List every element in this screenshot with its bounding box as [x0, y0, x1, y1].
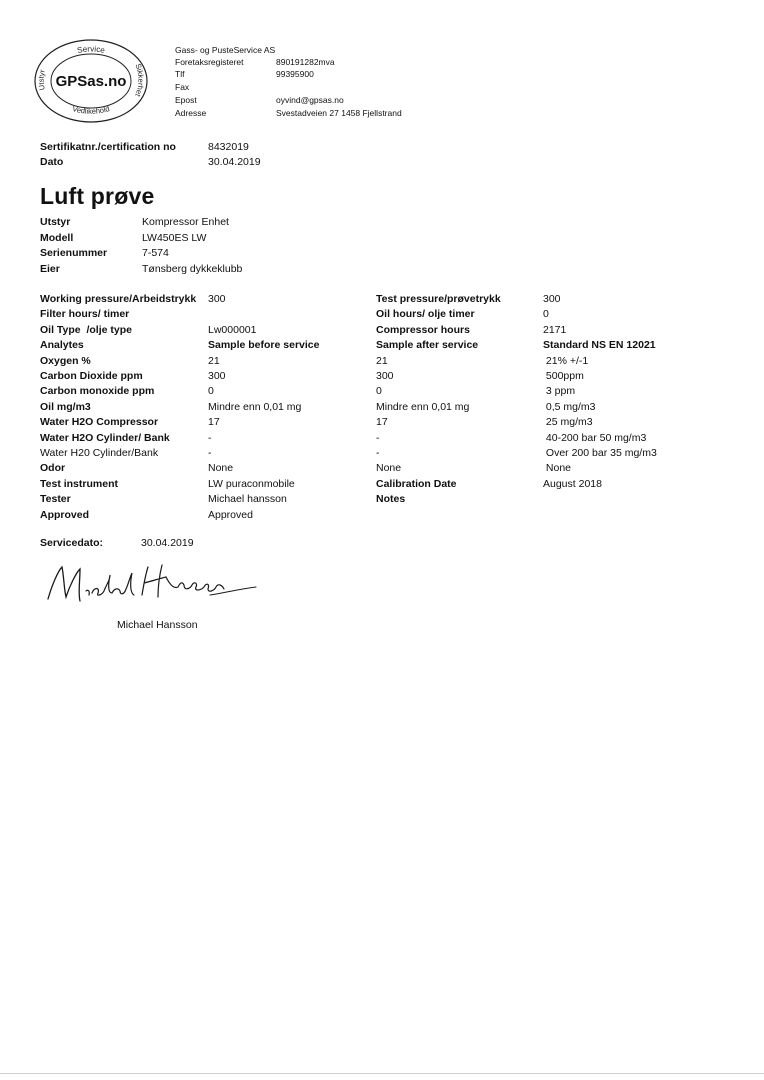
result-label: Oil Type /olje type	[40, 323, 132, 336]
result-before: -	[208, 447, 212, 459]
signature	[34, 555, 264, 615]
result-before: -	[208, 431, 212, 444]
result-label: Approved	[40, 508, 90, 521]
result-label: Water H2O Compressor	[40, 416, 159, 429]
result-standard: None	[543, 462, 572, 475]
result-label: Carbon monoxide ppm	[40, 385, 155, 398]
logo-left-arc: Utstyr	[36, 68, 47, 92]
result-label: Analytes	[40, 339, 84, 352]
result-after: 17	[376, 416, 388, 429]
result-after: Notes	[376, 493, 406, 506]
result-label: Working pressure/Arbeidstrykk	[40, 293, 197, 305]
result-label: Test instrument	[40, 477, 118, 490]
result-standard: 2171	[543, 323, 567, 336]
result-after: Calibration Date	[376, 477, 457, 490]
result-after: -	[376, 431, 380, 444]
result-before: Mindre enn 0,01 mg	[208, 400, 302, 413]
result-before: 17	[208, 416, 220, 429]
result-standard: 3 ppm	[543, 385, 576, 398]
equipment-value: 7-574	[142, 247, 169, 259]
result-after: Test pressure/prøvetrykk	[376, 293, 501, 305]
result-label: Water H2O Cylinder/ Bank	[40, 431, 170, 444]
result-before: LW puraconmobile	[208, 477, 295, 490]
result-before: 300	[208, 293, 226, 305]
equipment-value: Kompressor Enhet	[142, 216, 229, 228]
result-label: Filter hours/ timer	[40, 308, 130, 321]
service-date-value: 30.04.2019	[141, 537, 194, 549]
company-info-value: oyvind@gpsas.no	[276, 95, 344, 105]
result-standard: Standard NS EN 12021	[543, 339, 656, 352]
equipment-value: LW450ES LW	[142, 231, 207, 244]
cert-no-value: 8432019	[208, 141, 249, 153]
equipment-label: Serienummer	[40, 247, 108, 259]
result-label: Carbon Dioxide ppm	[40, 370, 143, 382]
company-info-label: Epost	[175, 95, 197, 105]
result-before: Lw000001	[208, 323, 257, 336]
result-standard: 500ppm	[543, 370, 584, 382]
cert-date-value: 30.04.2019	[208, 156, 261, 168]
equipment-label: Modell	[40, 231, 74, 244]
company-info-value: 99395900	[276, 69, 314, 79]
result-label: Odor	[40, 462, 66, 475]
document-title: Luft prøve	[40, 183, 155, 209]
cert-date-label: Dato	[40, 156, 64, 168]
company-info-value: 890191282mva	[276, 57, 335, 67]
result-before: 300	[208, 370, 226, 382]
cert-no-label: Sertifikatnr./certification no	[40, 141, 176, 153]
result-before: None	[208, 462, 234, 475]
result-before: 21	[208, 354, 220, 367]
service-date-label: Servicedato:	[40, 537, 104, 549]
company-info-value: Svestadveien 27 1458 Fjellstrand	[276, 108, 402, 118]
svg-text:Sikkerhet	[133, 62, 145, 98]
svg-text:Vedlikehold	[71, 104, 110, 116]
result-standard: 21% +/-1	[543, 354, 589, 367]
result-after: Compressor hours	[376, 323, 470, 336]
logo-bottom-arc: Vedlikehold	[71, 104, 111, 116]
result-before: Sample before service	[208, 339, 320, 352]
logo-brand: GPSas.no	[55, 73, 127, 90]
company-info-label: Tlf	[175, 69, 185, 79]
svg-text:Utstyr	[37, 68, 47, 91]
result-label: Tester	[40, 493, 71, 506]
scan-edge-line	[0, 1073, 764, 1074]
result-label: Oil mg/m3	[40, 400, 91, 413]
result-label: Water H20 Cylinder/Bank	[40, 447, 159, 459]
result-after: None	[376, 462, 402, 475]
result-before: Michael hansson	[208, 493, 287, 506]
result-standard: 40-200 bar 50 mg/m3	[543, 431, 647, 444]
result-after: 0	[376, 385, 382, 398]
result-standard: 25 mg/m3	[543, 416, 593, 429]
company-info-label: Adresse	[175, 108, 207, 118]
result-standard: Over 200 bar 35 mg/m3	[543, 447, 657, 459]
result-after: 21	[376, 354, 388, 367]
company-logo	[32, 38, 150, 124]
result-after: 300	[376, 370, 394, 382]
result-standard: August 2018	[543, 477, 602, 490]
equipment-label: Utstyr	[40, 216, 71, 228]
result-standard: 0	[543, 308, 549, 321]
equipment-label: Eier	[40, 262, 60, 275]
company-info-label: Foretaksregisteret	[175, 57, 244, 67]
result-after: Sample after service	[376, 339, 479, 352]
result-before: Approved	[208, 508, 253, 521]
result-after: Mindre enn 0,01 mg	[376, 400, 470, 413]
result-after: -	[376, 447, 380, 459]
result-standard: 0,5 mg/m3	[543, 400, 596, 413]
result-label: Oxygen %	[40, 354, 91, 367]
result-standard: 300	[543, 293, 561, 305]
company-name: Gass- og PusteService AS	[175, 45, 276, 55]
equipment-value: Tønsberg dykkeklubb	[142, 262, 243, 275]
result-before: 0	[208, 385, 214, 398]
logo-right-arc: Sikkerhet	[133, 62, 146, 98]
company-info-label: Fax	[175, 82, 190, 92]
signer-name: Michael Hansson	[117, 619, 198, 631]
logo-top-arc: Service	[76, 44, 106, 56]
result-after: Oil hours/ olje timer	[376, 308, 475, 321]
